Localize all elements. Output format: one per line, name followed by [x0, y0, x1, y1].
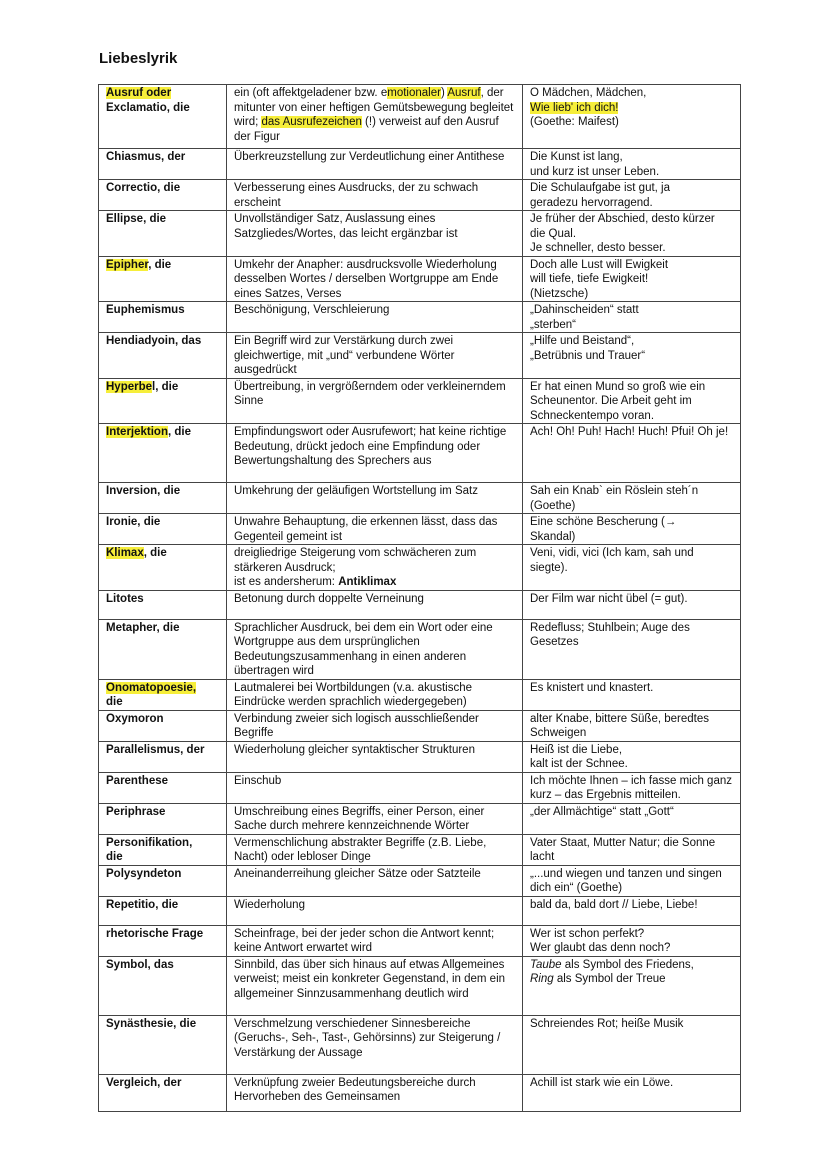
cell-text: Heiß ist die Liebe, [530, 743, 623, 756]
term-cell [99, 834, 227, 865]
table-row [99, 180, 741, 211]
cell-text: Vergleich, der [106, 1076, 182, 1089]
cell-text: (Nietzsche) [530, 287, 589, 300]
cell-text: Je schneller, desto besser. [530, 242, 666, 254]
cell-text: Symbol, das [106, 958, 174, 971]
table-row [99, 925, 741, 956]
cell-text: Übertreibung, in vergrößerndem oder verkleinerndem Sinne [234, 380, 506, 407]
cell-text: Oxymoron [106, 712, 164, 725]
highlighted-text: Ausruf oder [106, 87, 172, 99]
term-cell [99, 925, 227, 956]
cell-text: Wer ist schon perfekt? [530, 927, 645, 940]
cell-text: Metapher, die [106, 621, 180, 634]
example-cell [523, 85, 741, 149]
cell-text: Überkreuzstellung zur Verdeutlichung einer Antithese [234, 151, 505, 163]
term-cell [99, 211, 227, 257]
definition-cell [227, 85, 523, 149]
table-row [99, 333, 741, 379]
example-cell [523, 424, 741, 483]
table-row [99, 803, 741, 834]
definition-cell [227, 514, 523, 545]
term-cell [99, 256, 227, 302]
table-row [99, 378, 741, 424]
cell-text: ist es andersherum: [234, 576, 339, 588]
cell-text: (Goethe) [530, 499, 576, 512]
cell-text: Aneinanderreihung gleicher Sätze oder Satzteile [234, 867, 481, 880]
term-cell [99, 302, 227, 333]
term-cell [99, 378, 227, 424]
cell-text: O Mädchen, Mädchen, [530, 87, 647, 99]
example-cell [523, 619, 741, 679]
cell-text: Vater Staat, Mutter Natur; die Sonne lacht [530, 836, 716, 863]
example-cell [523, 545, 741, 591]
table-row [99, 619, 741, 679]
table-row [99, 211, 741, 257]
cell-text: Wiederholung gleicher syntaktischer Strukturen [234, 743, 475, 756]
cell-text: Der Film war nicht übel (= gut). [530, 592, 688, 605]
term-cell [99, 710, 227, 741]
term-cell [99, 679, 227, 710]
highlighted-text: Interjektion [106, 426, 168, 438]
cell-text: Correctio, die [106, 182, 181, 194]
cell-text: Personifikation, [106, 836, 193, 849]
cell-text: Er hat einen Mund so groß wie ein Scheunentor. Die Arbeit geht im Schneckentempo voran. [530, 380, 706, 422]
example-cell [523, 865, 741, 896]
cell-text: Ellipse, die [106, 213, 167, 225]
cell-text: Euphemismus [106, 304, 185, 316]
cell-text: (!) verweist auf den Ausruf der Figur [234, 116, 499, 143]
table-row [99, 1074, 741, 1111]
definition-cell [227, 378, 523, 424]
table-row [99, 679, 741, 710]
cell-text: Skandal) [530, 530, 576, 543]
term-cell [99, 865, 227, 896]
cell-text: „Hilfe und Beistand“, [530, 335, 635, 347]
cell-text: Die Kunst ist lang, [530, 151, 623, 163]
cell-text: „Betrübnis und Trauer“ [530, 349, 646, 362]
cell-text: Ironie, die [106, 516, 161, 528]
cell-text: Lautmalerei bei Wortbildungen (v.a. akustische Eindrücke werden sprachlich wiedergegeben) [234, 681, 473, 708]
cell-text: Vermenschlichung abstrakter Begriffe (z.B. Liebe, Nacht) oder lebloser Dinge [234, 836, 487, 863]
example-cell [523, 925, 741, 956]
table-row [99, 85, 741, 149]
definition-cell [227, 834, 523, 865]
cell-text: Doch alle Lust will Ewigkeit [530, 258, 669, 271]
example-cell [523, 211, 741, 257]
cell-text: Inversion, die [106, 485, 181, 497]
definition-cell [227, 956, 523, 1015]
cell-text: und kurz ist unser Leben. [530, 165, 660, 178]
definition-cell [227, 1015, 523, 1074]
cell-text: Repetitio, die [106, 898, 179, 911]
cell-text: , die [148, 258, 172, 271]
definition-cell [227, 925, 523, 956]
cell-text: Ich möchte Ihnen – ich fasse mich ganz kurz – das Ergebnis mitteilen. [530, 774, 732, 801]
definition-cell [227, 180, 523, 211]
cell-text: „sterben“ [530, 318, 577, 331]
cell-text: Litotes [106, 592, 144, 605]
term-cell [99, 956, 227, 1015]
term-cell [99, 772, 227, 803]
cell-text: Periphrase [106, 805, 166, 818]
example-cell [523, 710, 741, 741]
example-cell [523, 149, 741, 180]
table-row [99, 483, 741, 514]
cell-text: ) [440, 87, 448, 99]
highlighted-text: das Ausrufezeichen [261, 116, 362, 128]
cell-text: Parenthese [106, 774, 169, 787]
example-cell [523, 378, 741, 424]
cell-text: als Symbol der Treue [553, 973, 666, 985]
definition-cell [227, 865, 523, 896]
cell-text: Verbesserung eines Ausdrucks, der zu schwach erscheint [234, 182, 479, 209]
cell-text: Umschreibung eines Begriffs, einer Person, einer Sache durch mehrere kennzeichnende Wörter [234, 805, 485, 832]
cell-text: Ring [530, 973, 554, 985]
cell-text: Redefluss; Stuhlbein; Auge des Gesetzes [530, 621, 690, 648]
cell-text: Verknüpfung zweier Bedeutungsbereiche durch Hervorheben des Gemeinsamen [234, 1076, 476, 1103]
cell-text: Wer glaubt das denn noch? [530, 942, 671, 954]
cell-text: Sah ein Knab` ein Röslein steh´n [530, 485, 699, 497]
example-cell [523, 679, 741, 710]
term-cell [99, 483, 227, 514]
cell-text: (Goethe: Maifest) [530, 116, 619, 128]
term-cell [99, 619, 227, 679]
definition-cell [227, 772, 523, 803]
highlighted-text: Hyperbe [106, 380, 153, 393]
term-cell [99, 180, 227, 211]
example-cell [523, 1015, 741, 1074]
term-cell [99, 424, 227, 483]
table-row [99, 865, 741, 896]
term-cell [99, 1015, 227, 1074]
definition-cell [227, 256, 523, 302]
cell-text: kalt ist der Schnee. [530, 758, 628, 770]
cell-text: ein (oft affektgeladener bzw. e [234, 87, 388, 99]
definition-cell [227, 333, 523, 379]
definition-cell [227, 545, 523, 591]
term-cell [99, 803, 227, 834]
highlighted-text: Klimax [106, 547, 144, 559]
example-cell [523, 333, 741, 379]
cell-text: Verbindung zweier sich logisch ausschließender Begriffe [234, 712, 479, 739]
cell-text: alter Knabe, bittere Süße, beredtes Schweigen [530, 712, 709, 739]
example-cell [523, 483, 741, 514]
cell-text: Unwahre Behauptung, die erkennen lässt, dass das Gegenteil gemeint ist [234, 516, 498, 543]
term-cell [99, 896, 227, 925]
example-cell [523, 956, 741, 1015]
table-row [99, 956, 741, 1015]
cell-text: Hendiadyoin, das [106, 335, 202, 347]
example-cell [523, 1074, 741, 1111]
highlighted-text: Onomatopoesie, [106, 681, 197, 694]
cell-text: Polysyndeton [106, 867, 182, 880]
cell-text: die [106, 851, 123, 863]
definition-cell [227, 211, 523, 257]
example-cell [523, 741, 741, 772]
table-row [99, 545, 741, 591]
table-row [99, 1015, 741, 1074]
definition-cell [227, 1074, 523, 1111]
definition-cell [227, 149, 523, 180]
definition-cell [227, 590, 523, 619]
cell-text: Chiasmus, der [106, 151, 186, 163]
term-cell [99, 741, 227, 772]
table-row [99, 302, 741, 333]
definition-cell [227, 302, 523, 333]
cell-text: , der mitunter von einer heftigen Gemütsbewegung begleitet wird; [234, 87, 514, 128]
cell-text: Ein Begriff wird zur Verstärkung durch zwei gleichwertige, mit „und“ verbundene Wörter ausgedrückt [234, 335, 455, 376]
term-cell [99, 514, 227, 545]
example-cell [523, 772, 741, 803]
cell-text: bald da, bald dort // Liebe, Liebe! [530, 898, 698, 911]
example-cell [523, 834, 741, 865]
cell-text: Beschönigung, Verschleierung [234, 304, 390, 316]
table-row [99, 424, 741, 483]
definition-cell [227, 741, 523, 772]
example-cell [523, 590, 741, 619]
definition-cell [227, 619, 523, 679]
table-row [99, 896, 741, 925]
cell-text: Ach! Oh! Puh! Hach! Huch! Pfui! Oh je! [530, 426, 729, 438]
cell-text: Veni, vidi, vici (Ich kam, sah und siegte). [530, 547, 694, 574]
cell-text: will tiefe, tiefe Ewigkeit! [530, 273, 649, 285]
cell-text: Taube [530, 958, 562, 971]
cell-text: Scheinfrage, bei der jeder schon die Antwort kennt; keine Antwort erwartet wird [234, 927, 495, 954]
cell-text: Achill ist stark wie ein Löwe. [530, 1076, 674, 1089]
cell-text: Unvollständiger Satz, Auslassung eines Satzgliedes/Wortes, das leicht ergänzbar ist [234, 213, 458, 240]
cell-text: Je früher der Abschied, desto kürzer die Qual. [530, 213, 715, 240]
cell-text: die [106, 696, 123, 708]
example-cell [523, 803, 741, 834]
definition-cell [227, 424, 523, 483]
cell-text: Parallelismus, der [106, 743, 205, 756]
highlighted-text: Epipher [106, 258, 149, 271]
cell-text: „...und wiegen und tanzen und singen dich ein“ (Goethe) [530, 867, 722, 894]
cell-text: rhetorische Frage [106, 927, 204, 940]
cell-text: Empfindungswort oder Ausrufewort; hat keine richtige Bedeutung, drückt jedoch eine Empfindung oder Bewertungshaltung des Sprechers aus [234, 426, 507, 467]
cell-text: Synästhesie, die [106, 1017, 197, 1030]
table-row [99, 772, 741, 803]
cell-text: dreigliedrige Steigerung vom schwächeren zum stärkeren Ausdruck; [234, 547, 477, 574]
table-row [99, 514, 741, 545]
table-row [99, 741, 741, 772]
cell-text: , die [143, 547, 167, 559]
cell-text: Umkehr der Anapher: ausdrucksvolle Wiederholung desselben Wortes / derselben Wortgruppe am Ende eines Satzes, Verses [234, 258, 499, 300]
cell-text: Schreiendes Rot; heiße Musik [530, 1017, 684, 1030]
cell-text: Antiklimax [338, 576, 397, 588]
cell-text: Verschmelzung verschiedener Sinnesbereiche (Geruchs-, Seh-, Tast-, Gehörsinns) zur Steigerung / Verstärkung der Aussage [234, 1017, 501, 1059]
definition-cell [227, 896, 523, 925]
cell-text: Umkehrung der geläufigen Wortstellung im Satz [234, 485, 478, 497]
page-title: Liebeslyrik [99, 50, 178, 67]
example-cell [523, 256, 741, 302]
table-row [99, 590, 741, 619]
cell-text: „der Allmächtige“ statt „Gott“ [530, 805, 674, 818]
term-cell [99, 590, 227, 619]
highlighted-text: Ausruf [447, 87, 481, 99]
term-cell [99, 333, 227, 379]
highlighted-text: motionaler [387, 87, 441, 99]
term-cell [99, 545, 227, 591]
term-cell [99, 149, 227, 180]
cell-text: Sinnbild, das über sich hinaus auf etwas Allgemeines verweist; meist ein konkreter Gegenstand, in dem ein allgemeiner Sinnzusammenhang deutlich wird [234, 958, 506, 1000]
example-cell [523, 896, 741, 925]
cell-text: l, die [152, 380, 179, 393]
term-cell [99, 85, 227, 149]
stylistic-devices-table [98, 84, 741, 1112]
cell-text: als Symbol des Friedens, [561, 958, 694, 971]
example-cell [523, 302, 741, 333]
cell-text: geradezu hervorragend. [530, 196, 653, 209]
cell-text: Exclamatio, die [106, 101, 190, 114]
definition-cell [227, 710, 523, 741]
cell-text: Wiederholung [234, 898, 305, 911]
cell-text: Betonung durch doppelte Verneinung [234, 592, 424, 605]
cell-text: Die Schulaufgabe ist gut, ja [530, 182, 671, 194]
table-row [99, 710, 741, 741]
definition-cell [227, 483, 523, 514]
cell-text: Eine schöne Bescherung (→ [530, 516, 677, 528]
cell-text: Sprachlicher Ausdruck, bei dem ein Wort oder eine Wortgruppe aus dem ursprünglichen Bedeutungszusammenhang in einen anderen übertragen wird [234, 621, 493, 677]
term-cell [99, 1074, 227, 1111]
highlighted-text: Wie lieb' ich dich! [530, 101, 619, 114]
definition-cell [227, 803, 523, 834]
cell-text: , die [167, 426, 191, 438]
cell-text: Es knistert und knastert. [530, 681, 654, 694]
cell-text: Einschub [234, 774, 282, 787]
example-cell [523, 514, 741, 545]
table-row [99, 256, 741, 302]
table-row [99, 149, 741, 180]
table-row [99, 834, 741, 865]
definition-cell [227, 679, 523, 710]
example-cell [523, 180, 741, 211]
cell-text: „Dahinscheiden“ statt [530, 304, 639, 316]
